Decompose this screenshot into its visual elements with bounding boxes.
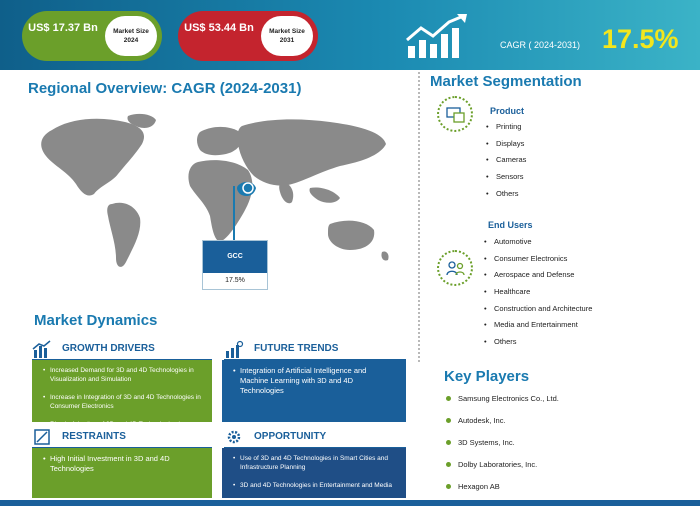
product-item: • Others bbox=[486, 188, 526, 205]
market-size-2031-value: US$ 53.44 Bn bbox=[184, 22, 254, 34]
opportunity-item: • 3D and 4D Technologies in Entertainment and Media bbox=[234, 481, 396, 490]
product-item: • Displays bbox=[486, 138, 526, 155]
opportunity-header bbox=[224, 428, 406, 448]
key-player-item bbox=[446, 437, 559, 459]
opportunity-card bbox=[222, 448, 406, 498]
future-trends-header bbox=[224, 340, 406, 360]
bullet-dot bbox=[446, 462, 451, 467]
cagr-value: 17.5% bbox=[602, 24, 679, 54]
growth-chart-icon bbox=[405, 14, 471, 60]
cagr-label: CAGR ( 2024-2031) bbox=[500, 40, 581, 50]
gcc-callout bbox=[202, 240, 268, 290]
market-size-2024-pill bbox=[22, 11, 162, 61]
gear-icon bbox=[224, 428, 244, 446]
future-trend-item: • Integration of Artificial Intelligence and Machine Learning with 3D and 4D Technologies bbox=[234, 366, 396, 396]
bar-chart-icon bbox=[32, 340, 52, 358]
future-trends-label: FUTURE TRENDS bbox=[254, 343, 339, 354]
product-segment-icon bbox=[437, 96, 473, 132]
opportunity-item: • Use of 3D and 4D Technologies in Smart Cities and Infrastructure Planning bbox=[234, 454, 396, 472]
restraint-icon bbox=[32, 428, 52, 446]
bullet-dot bbox=[446, 484, 451, 489]
end-users-segment-label: End Users bbox=[488, 220, 533, 230]
section-divider bbox=[418, 72, 420, 362]
restraint-item: • High Initial Investment in 3D and 4D Technologies bbox=[44, 454, 202, 474]
growth-driver-item: • Increased Demand for 3D and 4D Technologies in Visualization and Simulation bbox=[44, 366, 202, 384]
end-user-item: • Others bbox=[484, 336, 592, 353]
key-player-name: Dolby Laboratories, Inc. bbox=[458, 460, 538, 469]
key-player-name: 3D Systems, Inc. bbox=[458, 438, 515, 447]
gcc-connector-line bbox=[233, 186, 235, 240]
key-player-item bbox=[446, 415, 559, 437]
market-segmentation-title: Market Segmentation bbox=[430, 73, 582, 90]
header-banner bbox=[0, 0, 700, 70]
end-user-item: • Healthcare bbox=[484, 286, 592, 303]
key-player-name: Samsung Electronics Co., Ltd. bbox=[458, 394, 559, 403]
growth-drivers-header bbox=[32, 340, 212, 360]
opportunity-label: OPPORTUNITY bbox=[254, 431, 327, 442]
end-user-item: • Automotive bbox=[484, 236, 592, 253]
end-users-segment-icon bbox=[437, 250, 473, 286]
end-user-item: • Construction and Architecture bbox=[484, 303, 592, 320]
key-player-name: Autodesk, Inc. bbox=[458, 416, 506, 425]
growth-driver-item: • Rise in Adoption of 3D and 4D Technologies in bbox=[44, 420, 202, 429]
trend-chart-icon bbox=[224, 340, 244, 358]
product-item: • Sensors bbox=[486, 171, 526, 188]
key-player-item bbox=[446, 393, 559, 415]
product-item: • Printing bbox=[486, 121, 526, 138]
end-user-item: • Aerospace and Defense bbox=[484, 269, 592, 286]
gcc-region-value: 17.5% bbox=[225, 277, 245, 284]
end-users-segment-list bbox=[484, 236, 592, 353]
product-segment-label: Product bbox=[490, 106, 525, 116]
end-user-item: • Media and Entertainment bbox=[484, 319, 592, 336]
growth-drivers-label: GROWTH DRIVERS bbox=[62, 343, 155, 354]
key-player-name: Hexagon AB bbox=[458, 482, 500, 491]
footer-bar bbox=[0, 500, 700, 506]
growth-driver-item: • Increase in Integration of 3D and 4D Technologies in Consumer Electronics bbox=[44, 393, 202, 411]
restraints-label: RESTRAINTS bbox=[62, 431, 126, 442]
future-trends-card bbox=[222, 360, 406, 422]
key-player-item bbox=[446, 459, 559, 481]
regional-overview-title: Regional Overview: CAGR (2024-2031) bbox=[28, 80, 302, 97]
market-size-2031-pill bbox=[178, 11, 318, 61]
restraints-card bbox=[32, 448, 212, 498]
market-size-2024-label: Market Size 2024 bbox=[105, 16, 157, 56]
gcc-region-label: GCC bbox=[203, 241, 267, 273]
growth-drivers-card bbox=[32, 360, 212, 428]
bullet-dot bbox=[446, 396, 451, 401]
product-segment-list bbox=[486, 121, 526, 204]
end-user-item: • Consumer Electronics bbox=[484, 253, 592, 270]
market-size-2024-value: US$ 17.37 Bn bbox=[28, 22, 98, 34]
restraints-header bbox=[32, 428, 212, 448]
bullet-dot bbox=[446, 418, 451, 423]
market-size-2031-label: Market Size 2031 bbox=[261, 16, 313, 56]
bullet-dot bbox=[446, 440, 451, 445]
key-players-list bbox=[446, 393, 559, 503]
key-players-title: Key Players bbox=[444, 368, 530, 385]
market-dynamics-title: Market Dynamics bbox=[34, 312, 158, 329]
product-item: • Cameras bbox=[486, 154, 526, 171]
